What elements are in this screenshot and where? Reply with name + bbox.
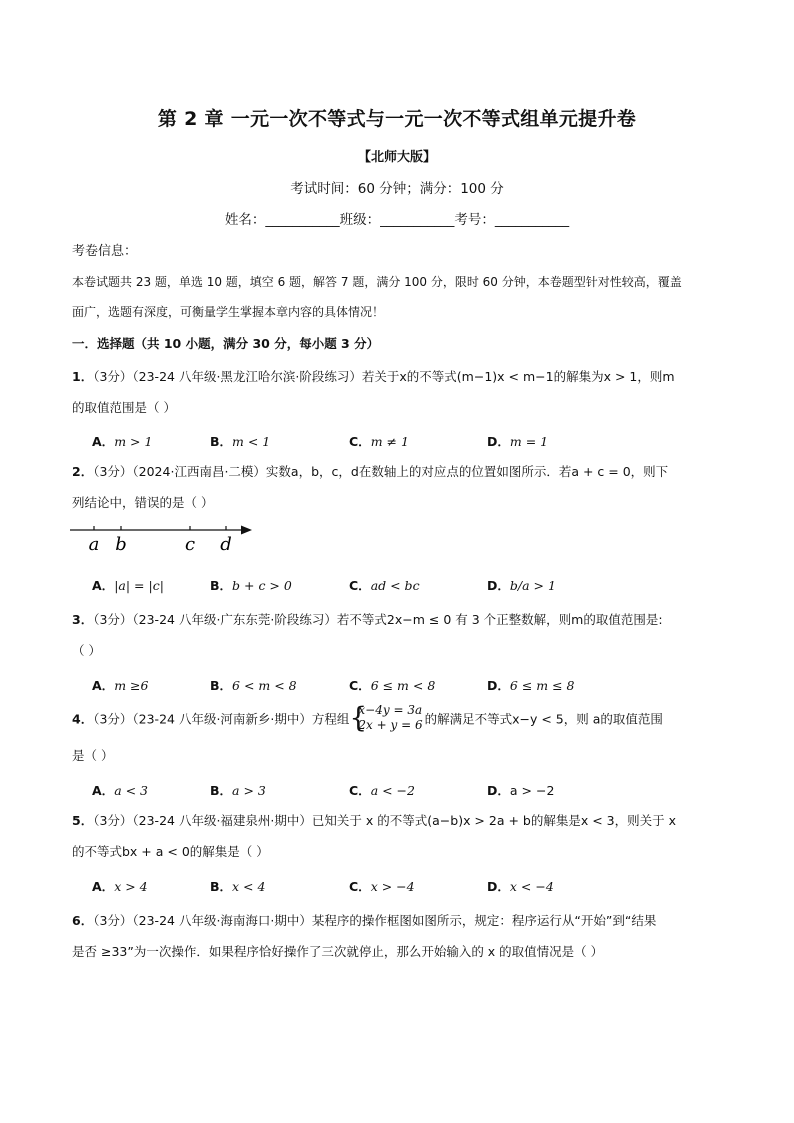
option-key: A．	[92, 678, 115, 693]
question-4-option-b[interactable]	[210, 781, 266, 799]
question-3-line-1	[72, 605, 724, 635]
question-text-a: （3分）（23-24 八年级·河南新乡·期中）方程组	[93, 711, 350, 727]
option-text: x < −4	[509, 879, 554, 894]
question-text: （3分）（23-24 八年级·广东东莞·阶段练习）若不等式2x−m ≤ 0 有 3 个正整数解，则m的取值范围是:	[93, 612, 663, 627]
left-brace-icon: {	[349, 701, 368, 734]
option-text: ad < bc	[370, 578, 420, 593]
question-5-line-1	[72, 806, 724, 836]
question-5-option-a[interactable]	[92, 877, 148, 895]
option-key: B．	[210, 783, 233, 798]
question-5-option-c[interactable]	[349, 877, 415, 895]
option-key: B．	[210, 879, 233, 894]
option-text: a > 3	[232, 783, 266, 798]
option-key: A．	[92, 783, 115, 798]
question-number: 3．	[72, 612, 94, 627]
option-key: D．	[487, 783, 510, 798]
question-number: 1．	[72, 369, 94, 384]
option-text: x > −4	[370, 879, 415, 894]
question-3-option-d[interactable]	[487, 676, 575, 694]
question-5-line-2: 的不等式bx + a < 0的解集是（ ）	[72, 844, 269, 859]
question-5-option-b[interactable]	[210, 877, 265, 895]
question-6-line-1	[72, 906, 724, 936]
option-key: A．	[92, 434, 115, 449]
option-key: C．	[349, 879, 371, 894]
number-line-arrow-icon	[241, 526, 252, 535]
question-2-option-a[interactable]	[92, 576, 164, 594]
option-text: m ≥6	[114, 678, 149, 693]
question-text: （3分）（23-24 八年级·黑龙江哈尔滨·阶段练习）若关于x的不等式(m−1)x < m−1的解集为x > 1，则m	[93, 369, 675, 384]
edition-label: 【北师大版】	[357, 150, 436, 165]
option-text: 6 < m < 8	[232, 678, 297, 693]
question-1-option-c[interactable]	[349, 432, 409, 450]
question-3-line-2: （ ）	[72, 643, 101, 658]
question-4-option-c[interactable]	[349, 781, 415, 799]
question-1-option-a[interactable]	[92, 432, 152, 450]
option-text: m = 1	[509, 434, 549, 449]
exam-info: 考试时间：60 分钟；满分：100 分	[290, 181, 504, 197]
question-1-line-1	[72, 362, 724, 392]
question-3-option-a[interactable]	[92, 676, 148, 694]
question-number: 6．	[72, 913, 94, 928]
option-key: A．	[92, 879, 115, 894]
option-key: B．	[210, 578, 233, 593]
option-key: A．	[92, 578, 115, 593]
option-text: 6 ≤ m ≤ 8	[509, 678, 575, 693]
question-2-option-d[interactable]	[487, 576, 556, 594]
question-3-option-c[interactable]	[349, 676, 435, 694]
question-3-option-b[interactable]	[210, 676, 297, 694]
question-1-option-d[interactable]	[487, 432, 548, 450]
option-key: D．	[487, 434, 510, 449]
question-2-option-c[interactable]	[349, 576, 420, 594]
number-line-figure	[68, 518, 258, 558]
option-key: D．	[487, 879, 510, 894]
question-5-option-d[interactable]	[487, 877, 554, 895]
axis-label-a: a	[88, 534, 100, 555]
option-text: m ≠ 1	[370, 434, 409, 449]
option-text: a > −2	[509, 783, 555, 798]
question-2-option-b[interactable]	[210, 576, 292, 594]
option-text: b/a > 1	[509, 578, 556, 593]
option-key: B．	[210, 434, 233, 449]
question-4-option-d[interactable]	[487, 781, 554, 799]
question-1-line-2: 的取值范围是（ ）	[72, 400, 176, 415]
option-key: C．	[349, 783, 371, 798]
option-text: x < 4	[232, 879, 266, 894]
question-6-line-2: 是否 ≥33”为一次操作．如果程序恰好操作了三次就停止，那么开始输入的 x 的取值情况是（ ）	[72, 944, 604, 959]
question-4-line-2: 是（ ）	[72, 748, 114, 763]
axis-label-d: d	[220, 534, 232, 555]
question-text-b: 的解满足不等式x−y < 5，则 a的取值范围	[424, 711, 663, 727]
question-number: 4．	[72, 711, 94, 727]
option-text: m < 1	[232, 434, 271, 449]
option-key: C．	[349, 434, 371, 449]
option-text: b + c > 0	[232, 578, 292, 593]
student-info-line: 姓名：___________班级：___________考号：___________	[224, 212, 570, 228]
question-1-option-b[interactable]	[210, 432, 270, 450]
question-2-line-1	[72, 457, 724, 487]
option-key: C．	[349, 578, 371, 593]
info-line-2: 面广，选题有深度，可衡量学生掌握本章内容的具体情况！	[72, 305, 385, 319]
equation-system	[349, 703, 422, 735]
option-key: D．	[487, 678, 510, 693]
info-label: 考卷信息：	[72, 244, 138, 259]
axis-label-c: c	[184, 534, 196, 555]
question-text: （3分）（23-24 八年级·福建泉州·期中）已知关于 x 的不等式(a−b)x > 2a + b的解集是x < 3，则关于 x	[93, 813, 676, 828]
option-text: a < −2	[370, 783, 415, 798]
question-text: （3分）（2024·江西南昌·二模）实数a，b，c，d在数轴上的对应点的位置如图所示．若a + c = 0，则下	[93, 464, 669, 479]
equation-1: x−4y = 3a	[358, 703, 423, 717]
question-number: 2．	[72, 464, 94, 479]
option-key: B．	[210, 678, 233, 693]
equation-2: 2x + y = 6	[358, 718, 423, 732]
option-text: 6 ≤ m < 8	[370, 678, 436, 693]
question-text: （3分）（23-24 八年级·海南海口·期中）某程序的操作框图如图所示，规定：程序运行从“开始”到“结果	[93, 913, 657, 928]
question-number: 5．	[72, 813, 94, 828]
info-line-1: 本卷试题共 23 题，单选 10 题，填空 6 题，解答 7 题，满分 100 分，限时 60 分钟，本卷题型针对性较高，覆盖	[72, 275, 682, 289]
option-key: D．	[487, 578, 510, 593]
option-text: a < 3	[114, 783, 149, 798]
question-4-line-1	[72, 701, 724, 736]
axis-label-b: b	[115, 534, 127, 555]
option-key: C．	[349, 678, 371, 693]
option-text: m > 1	[114, 434, 153, 449]
option-text: |a| = |c|	[114, 578, 164, 593]
option-text: x > 4	[114, 879, 148, 894]
section-title: 一．选择题（共 10 小题，满分 30 分，每小题 3 分）	[72, 336, 380, 351]
question-4-option-a[interactable]	[92, 781, 148, 799]
page-title: 第 2 章 一元一次不等式与一元一次不等式组单元提升卷	[157, 108, 637, 130]
question-2-line-2: 列结论中，错误的是（ ）	[72, 495, 214, 510]
